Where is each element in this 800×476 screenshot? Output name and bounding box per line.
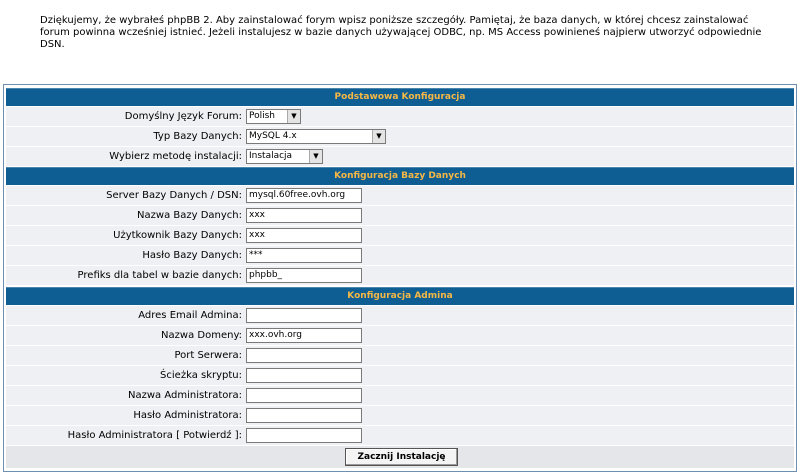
script-path-input[interactable] [246,368,362,383]
section-header-admin: Konfiguracja Admina [6,287,794,305]
row-db-prefix [6,266,794,285]
chevron-down-icon: ▼ [309,150,322,163]
admin-email-label: Adres Email Admina: [138,310,242,321]
admin-name-input[interactable] [246,388,362,403]
row-script-path [6,366,794,385]
section-header-basic: Podstawowa Konfiguracja [6,88,794,106]
start-install-button[interactable]: Zacznij Instalację [345,448,458,466]
install-form [3,84,797,472]
db-user-label: Użytkownik Bazy Danych: [113,230,242,241]
row-admin-email [6,306,794,325]
db-pass-input[interactable]: *** [246,248,362,263]
db-name-input[interactable]: xxx [246,208,362,223]
domain-input[interactable]: xxx.ovh.org [246,328,362,343]
row-method [6,147,794,166]
row-db-name [6,206,794,225]
chevron-down-icon: ▼ [372,130,385,143]
port-input[interactable] [246,348,362,363]
chevron-down-icon: ▼ [287,110,300,123]
language-select[interactable] [246,109,301,124]
row-language [6,107,794,126]
admin-email-input[interactable] [246,308,362,323]
db-prefix-input[interactable]: phpbb_ [246,268,362,283]
dbtype-label: Typ Bazy Danych: [153,131,242,142]
row-db-pass [6,246,794,265]
db-server-label: Server Bazy Danych / DSN: [106,190,242,201]
submit-row [6,446,794,468]
row-admin-pass [6,406,794,425]
intro-text: Dziękujemy, że wybrałeś phpBB 2. Aby zainstalować forym wpisz poniższe szczegóły. Pamiętaj, że baza danych, w której chcesz zainstalować forum powinna wcześniej istnieć. Jeżeli instalujesz w bazie danych używającej ODBC, np. MS Access powinieneś najpierw utworzyć odpowiednie DSN. [40,15,762,50]
admin-name-label: Nazwa Administratora: [127,390,242,401]
dbtype-select[interactable] [246,129,386,144]
row-port [6,346,794,365]
row-db-user [6,226,794,245]
row-db-server [6,186,794,205]
method-select-value: Instalacja [249,151,293,161]
db-server-input[interactable]: mysql.60free.ovh.org [246,188,362,203]
admin-pass-confirm-label: Hasło Administratora [ Potwierdź ]: [67,430,242,441]
admin-pass-label: Hasło Administratora: [133,410,242,421]
section-header-database: Konfiguracja Bazy Danych [6,167,794,185]
db-user-input[interactable]: xxx [246,228,362,243]
dbtype-select-value: MySQL 4.x [249,131,297,141]
db-prefix-label: Prefiks dla tabel w bazie danych: [77,270,242,281]
script-path-label: Ścieżka skryptu: [160,370,242,381]
db-name-label: Nazwa Bazy Danych: [137,210,242,221]
port-label: Port Serwera: [174,350,242,361]
method-select[interactable] [246,149,323,164]
row-dbtype [6,127,794,146]
method-label: Wybierz metodę instalacji: [109,151,242,162]
language-label: Domyślny Język Forum: [124,111,242,122]
row-admin-name [6,386,794,405]
db-pass-label: Hasło Bazy Danych: [142,250,242,261]
row-admin-pass-confirm [6,426,794,445]
admin-pass-input[interactable] [246,408,362,423]
row-domain [6,326,794,345]
domain-label: Nazwa Domeny: [161,330,242,341]
admin-pass-confirm-input[interactable] [246,428,362,443]
language-select-value: Polish [249,111,276,121]
